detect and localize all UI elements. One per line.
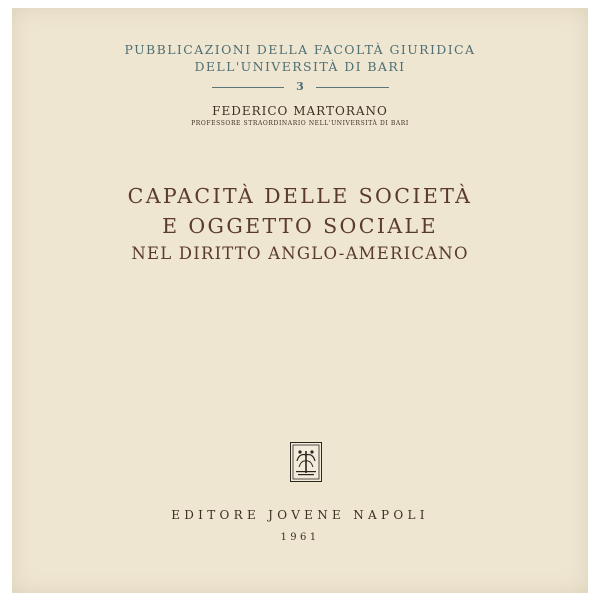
publisher-logo: [290, 442, 322, 482]
publisher-name: EDITORE JOVENE NAPOLI: [171, 508, 429, 522]
series-rule-right: [316, 87, 389, 88]
series-number: 3: [296, 80, 304, 93]
book-subtitle: NEL DIRITTO ANGLO-AMERICANO: [131, 244, 469, 263]
author-role: PROFESSORE STRAORDINARIO NELL'UNIVERSITÀ DI BARI: [191, 120, 409, 127]
book-title-line-1: CAPACITÀ DELLE SOCIETÀ: [127, 184, 473, 208]
title-page: [12, 8, 588, 593]
series-name-line-1: PUBBLICAZIONI DELLA FACOLTÀ GIURIDICA: [124, 42, 476, 57]
publication-year: 1961: [280, 532, 320, 543]
series-name-line-2: DELL'UNIVERSITÀ DI BARI: [194, 59, 406, 74]
book-title-line-2: E OGGETTO SOCIALE: [162, 214, 438, 238]
author-name: FEDERICO MARTORANO: [212, 104, 388, 118]
